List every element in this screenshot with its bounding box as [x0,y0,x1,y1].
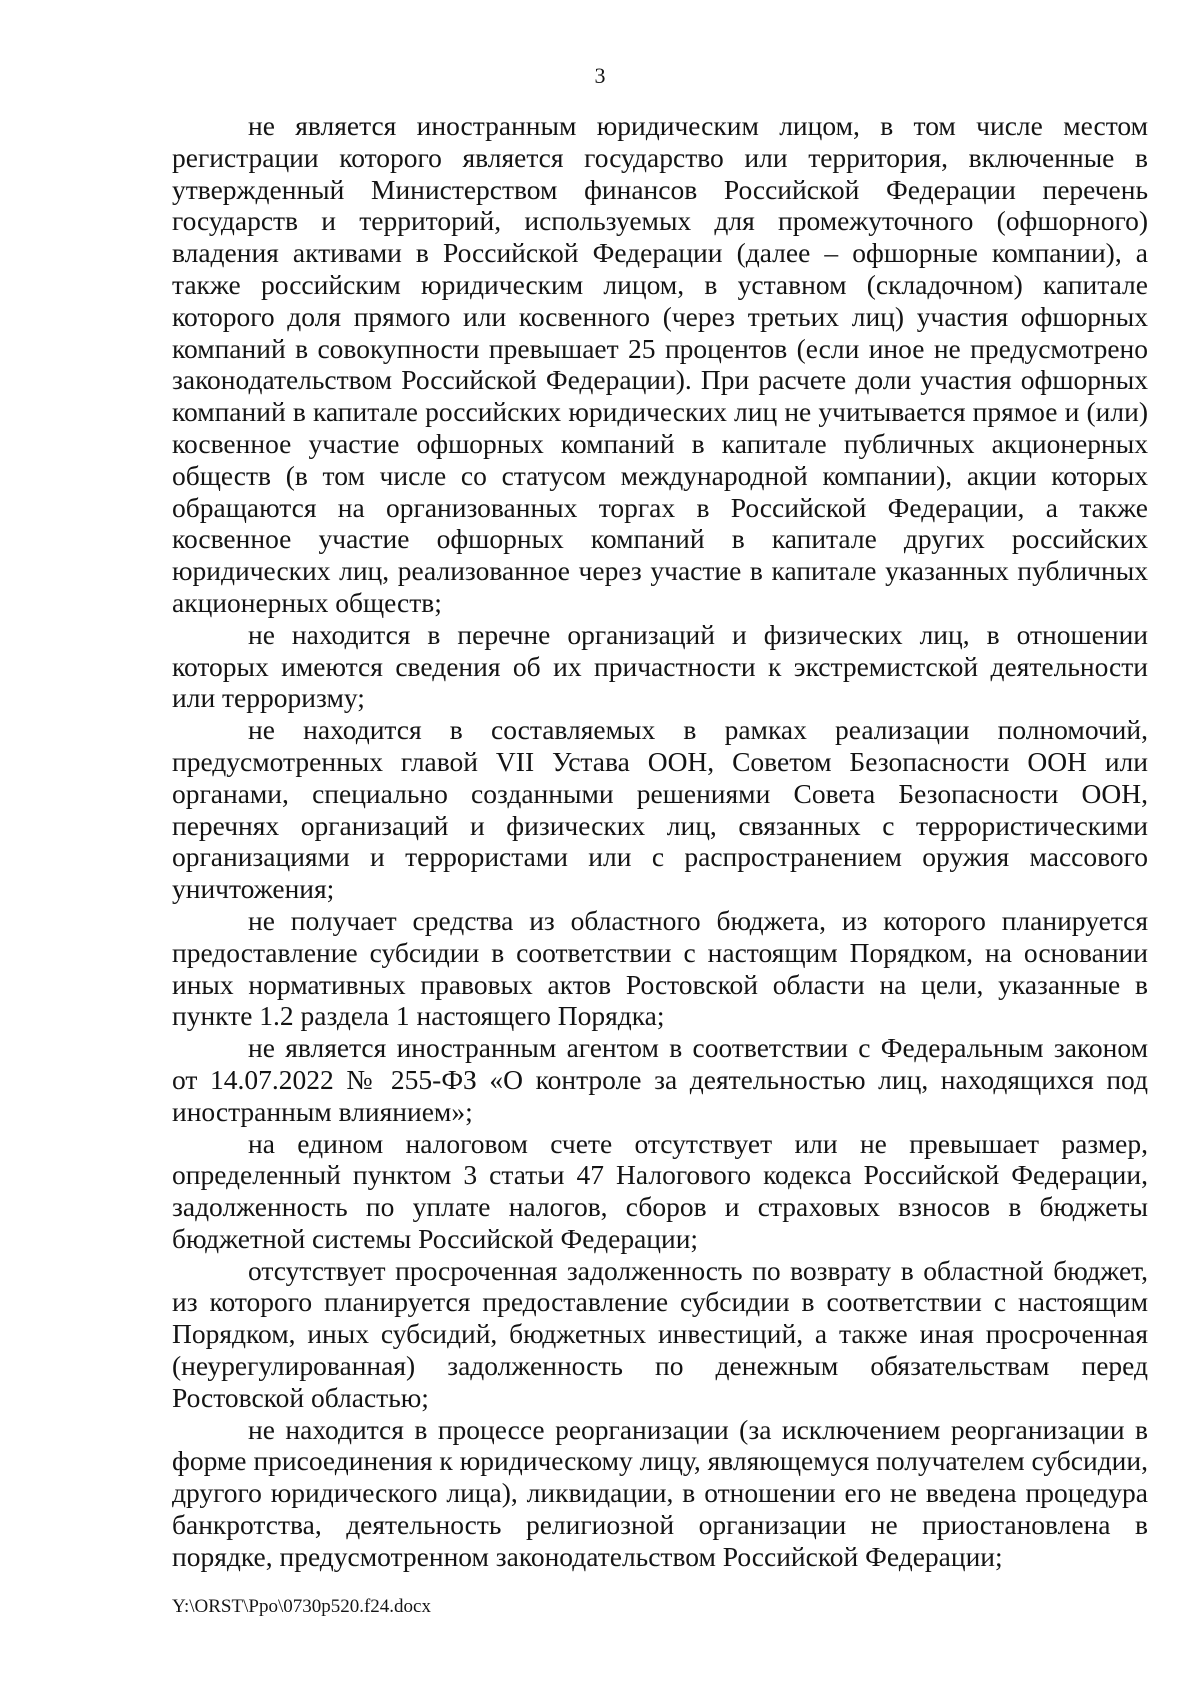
paragraph-overdue-debt: отсутствует просроченная задолженность по возврату в областной бюджет, из которого планируется предоставление субсидии в соответствии с настоящим Порядком, иных субсидий, бюджетных инвестиций, а также иная просроченная (неурегулированная) задолженность по денежным обязательствам перед Ростовской областью; [172,1254,1148,1413]
paragraph-reorganization: не находится в процессе реорганизации (за исключением реорганизации в форме присоединения к юридическому лицу, являющемуся получателем субсидии, другого юридического лица), ликвидации, в отношении его не введена процедура банкротства, деятельность религиозной организации не приостановлена в порядке, предусмотренном законодательством Российской Федерации; [172,1413,1148,1572]
paragraph-tax-debt: на едином налоговом счете отсутствует или не превышает размер, определенный пунктом 3 статьи 47 Налогового кодекса Российской Федерации, задолженность по уплате налогов, сборов и страховых взносов в бюджеты бюджетной системы Российской Федерации; [172,1127,1148,1254]
document-body [172,110,1148,1573]
paragraph-budget-funds: не получает средства из областного бюджета, из которого планируется предоставление субсидии в соответствии с настоящим Порядком, на основании иных нормативных правовых актов Ростовской области на цели, указанные в пункте 1.2 раздела 1 настоящего Порядка; [172,904,1148,1032]
footer-file-path: Y:\ORST\Ppo\0730p520.f24.docx [172,1596,431,1617]
page-number: 3 [594,63,606,88]
paragraph-foreign-agent: не является иностранным агентом в соответствии с Федеральным законом от 14.07.2022 № 255-ФЗ «О контроле за деятельностью лиц, находящихся под иностранным влиянием»; [172,1032,1148,1127]
paragraph-offshore-companies: не является иностранным юридическим лицом, в том числе местом регистрации которого является государство или территория, включенные в утвержденный Министерством финансов Российской Федерации перечень государств и территорий, используемых для промежуточного (офшорного) владения активами в Российской Федерации (далее – офшорные компании), а также российским юридическим лицом, в уставном (складочном) капитале которого доля прямого или косвенного (через третьих лиц) участия офшорных компаний в совокупности превышает 25 процентов (если иное не предусмотрено законодательством Российской Федерации). При расчете доли участия офшорных компаний в капитале российских юридических лиц не учитывается прямое и (или) косвенное участие офшорных компаний в капитале публичных акционерных обществ (в том числе со статусом международной компании), акции которых обращаются на организованных торгах в Российской Федерации, а также косвенное участие офшорных компаний в капитале других российских юридических лиц, реализованное через участие в капитале указанных публичных акционерных обществ; [172,110,1148,618]
paragraph-un-sanctions-list: не находится в составляемых в рамках реализации полномочий, предусмотренных главой VII Устава ООН, Советом Безопасности ООН или органами, специально созданными решениями Совета Безопасности ООН, перечнях организаций и физических лиц, связанных с террористическими организациями и террористами или с распространением оружия массового уничтожения; [172,714,1148,905]
paragraph-extremism-list: не находится в перечне организаций и физических лиц, в отношении которых имеются сведения об их причастности к экстремистской деятельности или терроризму; [172,618,1148,714]
